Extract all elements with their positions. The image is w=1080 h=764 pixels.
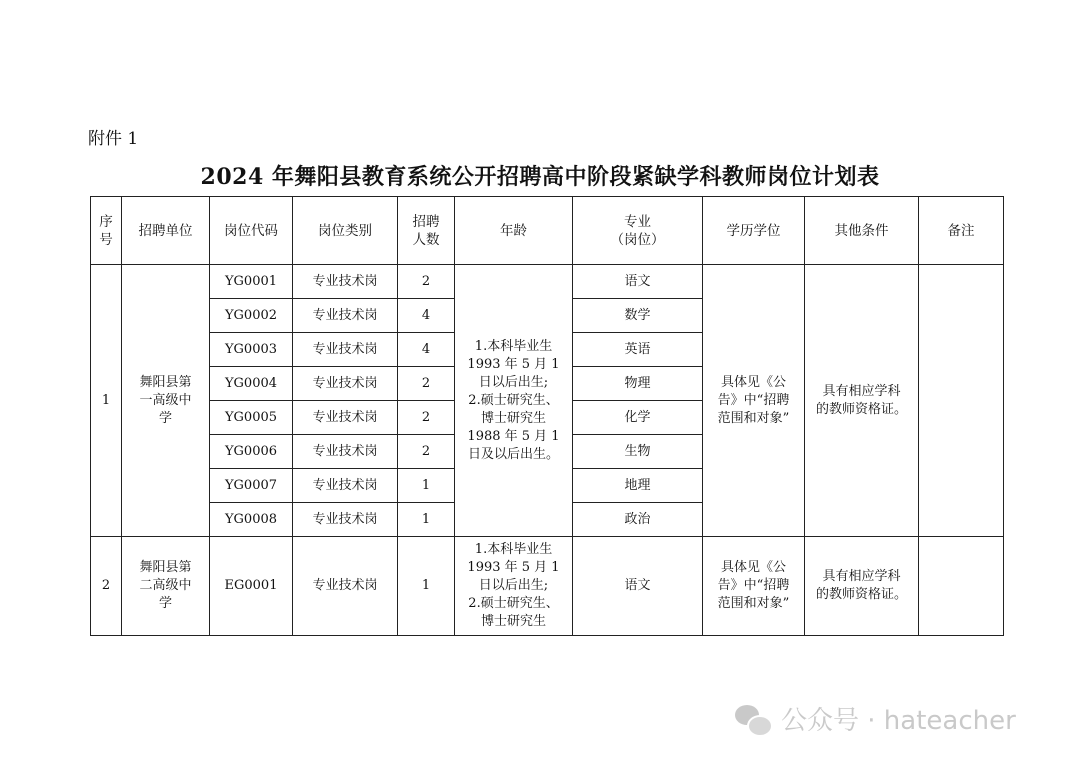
group1-remark <box>919 265 1004 537</box>
post-count: 1 <box>398 503 455 537</box>
post-category: 专业技术岗 <box>293 299 398 333</box>
group2-remark <box>919 537 1004 636</box>
post-category: 专业技术岗 <box>293 367 398 401</box>
post-count: 2 <box>398 367 455 401</box>
group2-seq: 2 <box>91 537 122 636</box>
post-code: YG0003 <box>210 333 293 367</box>
post-code: YG0005 <box>210 401 293 435</box>
group1-age: 1.本科毕业生 1993 年 5 月 1 日以后出生; 2.硕士研究生、 博士研究生 1988 年 5 月 1 日及以后出生。 <box>455 265 573 537</box>
post-code: YG0002 <box>210 299 293 333</box>
post-category: 专业技术岗 <box>293 333 398 367</box>
post-major: 数学 <box>573 299 703 333</box>
post-category: 专业技术岗 <box>293 401 398 435</box>
post-category: 专业技术岗 <box>293 503 398 537</box>
group2-edu: 具体见《公 告》中“招聘 范围和对象” <box>703 537 805 636</box>
header-category: 岗位类别 <box>293 197 398 265</box>
post-major: 语文 <box>573 537 703 636</box>
table-row <box>91 537 1004 636</box>
group2-age: 1.本科毕业生 1993 年 5 月 1 日以后出生; 2.硕士研究生、 博士研究生 <box>455 537 573 636</box>
header-major: 专业 （岗位） <box>573 197 703 265</box>
header-unit: 招聘单位 <box>122 197 210 265</box>
post-category: 专业技术岗 <box>293 265 398 299</box>
header-code: 岗位代码 <box>210 197 293 265</box>
post-category: 专业技术岗 <box>293 435 398 469</box>
header-count: 招聘 人数 <box>398 197 455 265</box>
group1-unit: 舞阳县第 一高级中 学 <box>122 265 210 537</box>
post-major: 生物 <box>573 435 703 469</box>
watermark-text: 公众号 · hateacher <box>781 706 1016 736</box>
post-count: 1 <box>398 537 455 636</box>
post-code: YG0007 <box>210 469 293 503</box>
header-remark: 备注 <box>919 197 1004 265</box>
post-major: 语文 <box>573 265 703 299</box>
page-title: 2024 年舞阳县教育系统公开招聘高中阶段紧缺学科教师岗位计划表 <box>200 164 880 190</box>
post-code: EG0001 <box>210 537 293 636</box>
post-count: 1 <box>398 469 455 503</box>
header-edu: 学历学位 <box>703 197 805 265</box>
attachment-label: 附件 1 <box>88 129 139 149</box>
header-age: 年龄 <box>455 197 573 265</box>
post-major: 化学 <box>573 401 703 435</box>
header-other: 其他条件 <box>805 197 919 265</box>
table-row <box>91 265 1004 299</box>
header-seq: 序 号 <box>91 197 122 265</box>
post-count: 2 <box>398 435 455 469</box>
group1-other: 具有相应学科 的教师资格证。 <box>805 265 919 537</box>
group2-other: 具有相应学科 的教师资格证。 <box>805 537 919 636</box>
recruitment-plan-table <box>90 196 1004 636</box>
post-major: 地理 <box>573 469 703 503</box>
post-code: YG0004 <box>210 367 293 401</box>
post-code: YG0006 <box>210 435 293 469</box>
post-count: 2 <box>398 401 455 435</box>
watermark <box>735 700 1016 737</box>
header-row <box>91 197 1004 265</box>
post-major: 政治 <box>573 503 703 537</box>
post-code: YG0008 <box>210 503 293 537</box>
post-count: 4 <box>398 333 455 367</box>
group1-edu: 具体见《公 告》中“招聘 范围和对象” <box>703 265 805 537</box>
post-major: 物理 <box>573 367 703 401</box>
post-count: 4 <box>398 299 455 333</box>
post-count: 2 <box>398 265 455 299</box>
group2-unit: 舞阳县第 二高级中 学 <box>122 537 210 636</box>
wechat-icon <box>735 703 771 735</box>
post-code: YG0001 <box>210 265 293 299</box>
group1-seq: 1 <box>91 265 122 537</box>
post-major: 英语 <box>573 333 703 367</box>
post-category: 专业技术岗 <box>293 537 398 636</box>
post-category: 专业技术岗 <box>293 469 398 503</box>
